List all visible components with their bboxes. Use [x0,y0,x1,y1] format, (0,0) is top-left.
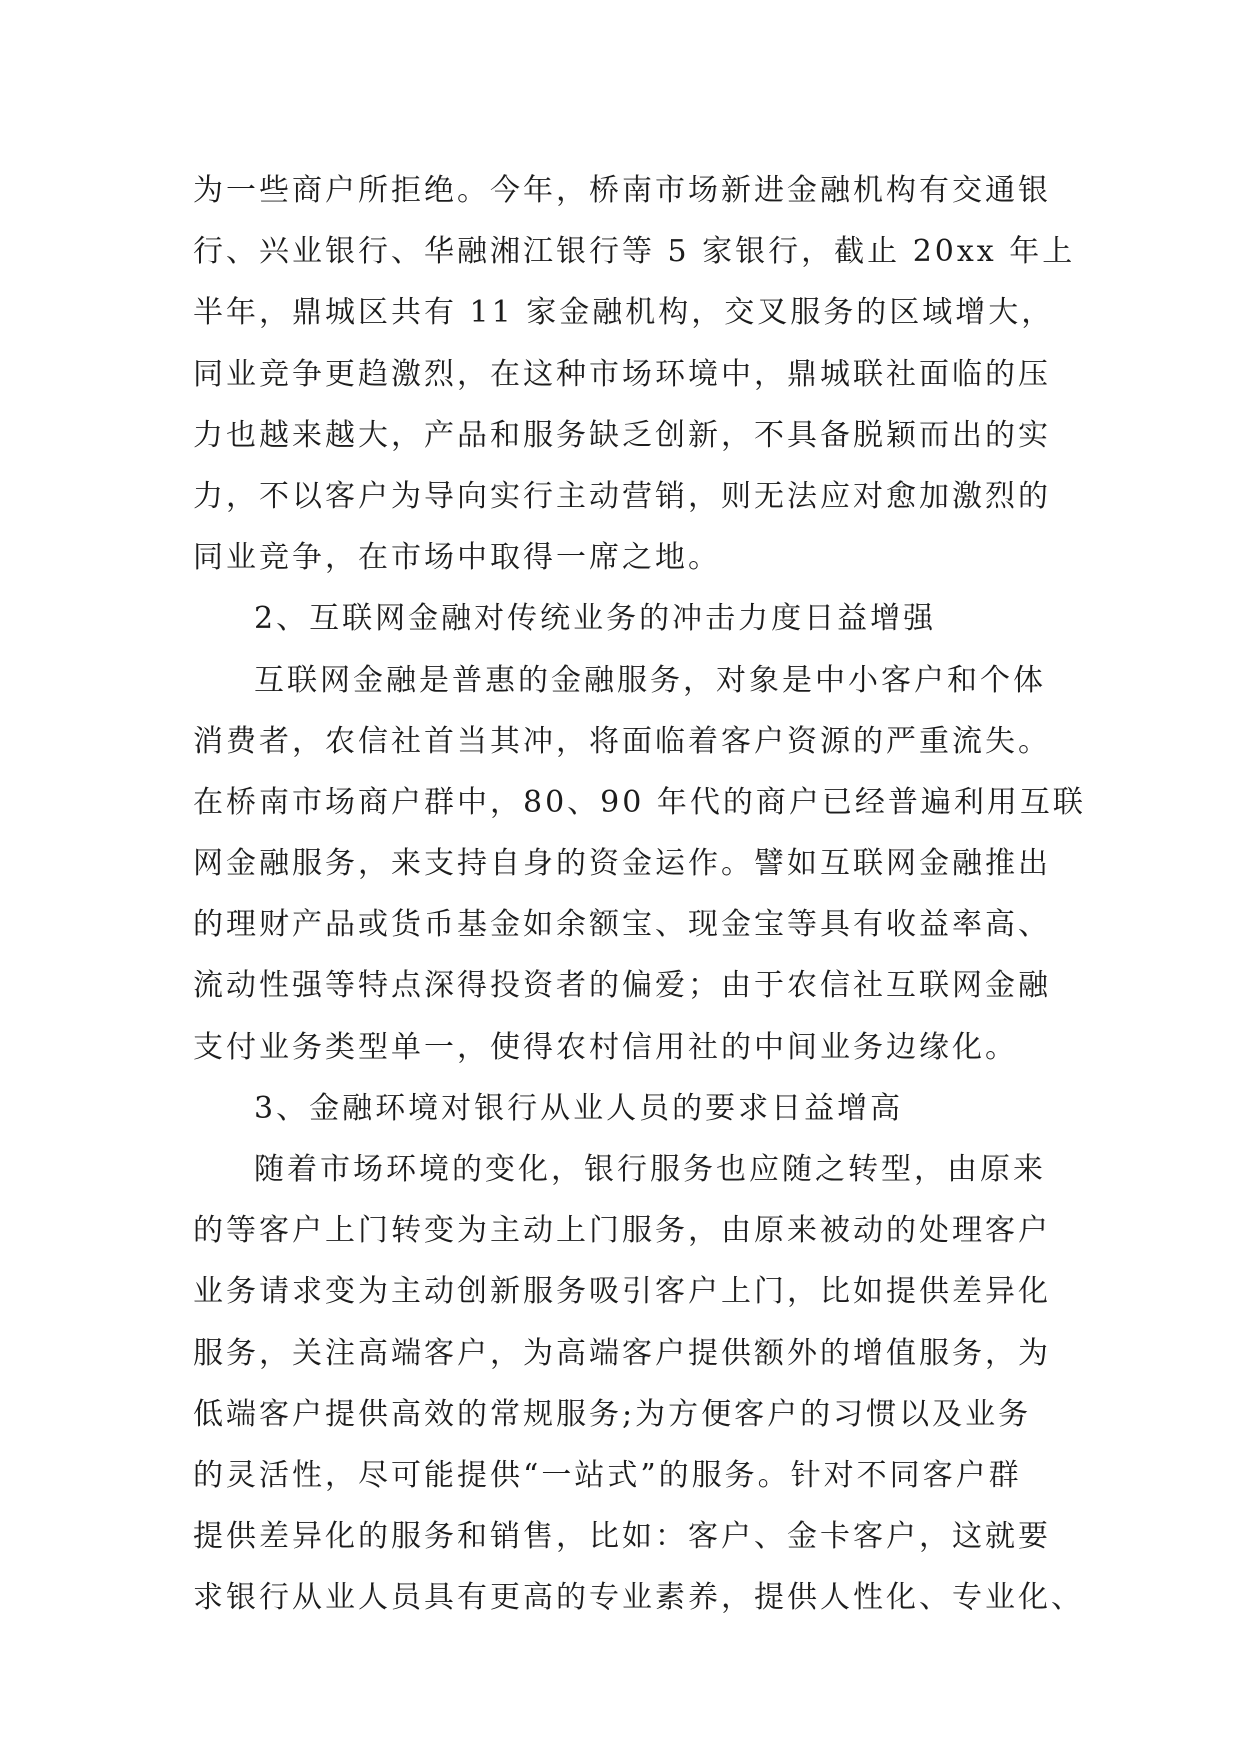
text-line: 的灵活性，尽可能提供“一站式”的服务。针对不同客户群 [193,1457,1022,1493]
text-line: 低端客户提供高效的常规服务;为方便客户的习惯以及业务 [193,1396,1032,1432]
section-heading: 2、互联网金融对传统业务的冲击力度日益增强 [254,601,937,637]
text-line: 业务请求变为主动创新服务吸引客户上门，比如提供差异化 [193,1274,1051,1310]
text-line: 在桥南市场商户群中，80、90 年代的商户已经普遍利用互联 [193,784,1086,820]
text-line: 为一些商户所拒绝。今年，桥南市场新进金融机构有交通银 [193,173,1051,208]
paragraph-start: 互联网金融是普惠的金融服务，对象是中小客户和个体 [254,662,1046,698]
section-heading: 3、金融环境对银行从业人员的要求日益增高 [254,1090,904,1126]
text-line: 行、兴业银行、华融湘江银行等 5 家银行，截止 20xx 年上 [193,234,1076,270]
text-line: 力也越来越大，产品和服务缺乏创新，不具备脱颖而出的实 [193,417,1051,453]
document-body [193,160,1086,1629]
text-line: 的等客户上门转变为主动上门服务，由原来被动的处理客户 [193,1213,1051,1249]
text-line: 服务，关注高端客户，为高端客户提供额外的增值服务，为 [193,1335,1051,1371]
text-line: 消费者，农信社首当其冲，将面临着客户资源的严重流失。 [193,723,1051,759]
text-line: 同业竞争更趋激烈，在这种市场环境中，鼎城联社面临的压 [193,356,1051,392]
text-line: 支付业务类型单一，使得农村信用社的中间业务边缘化。 [193,1029,1018,1065]
paragraph-start: 随着市场环境的变化，银行服务也应随之转型，由原来 [254,1152,1046,1187]
text-line: 求银行从业人员具有更高的专业素养，提供人性化、专业化、 [193,1580,1084,1616]
text-line: 半年，鼎城区共有 11 家金融机构，交叉服务的区域增大， [193,295,1055,331]
text-line: 流动性强等特点深得投资者的偏爱；由于农信社互联网金融 [193,968,1051,1004]
text-line: 网金融服务，来支持自身的资金运作。譬如互联网金融推出 [193,846,1051,882]
text-line: 同业竞争，在市场中取得一席之地。 [193,540,721,576]
text-line: 提供差异化的服务和销售，比如：客户、金卡客户，这就要 [193,1519,1051,1555]
text-line: 的理财产品或货币基金如余额宝、现金宝等具有收益率高、 [193,907,1051,943]
text-line: 力，不以客户为导向实行主动营销，则无法应对愈加激烈的 [193,478,1051,514]
